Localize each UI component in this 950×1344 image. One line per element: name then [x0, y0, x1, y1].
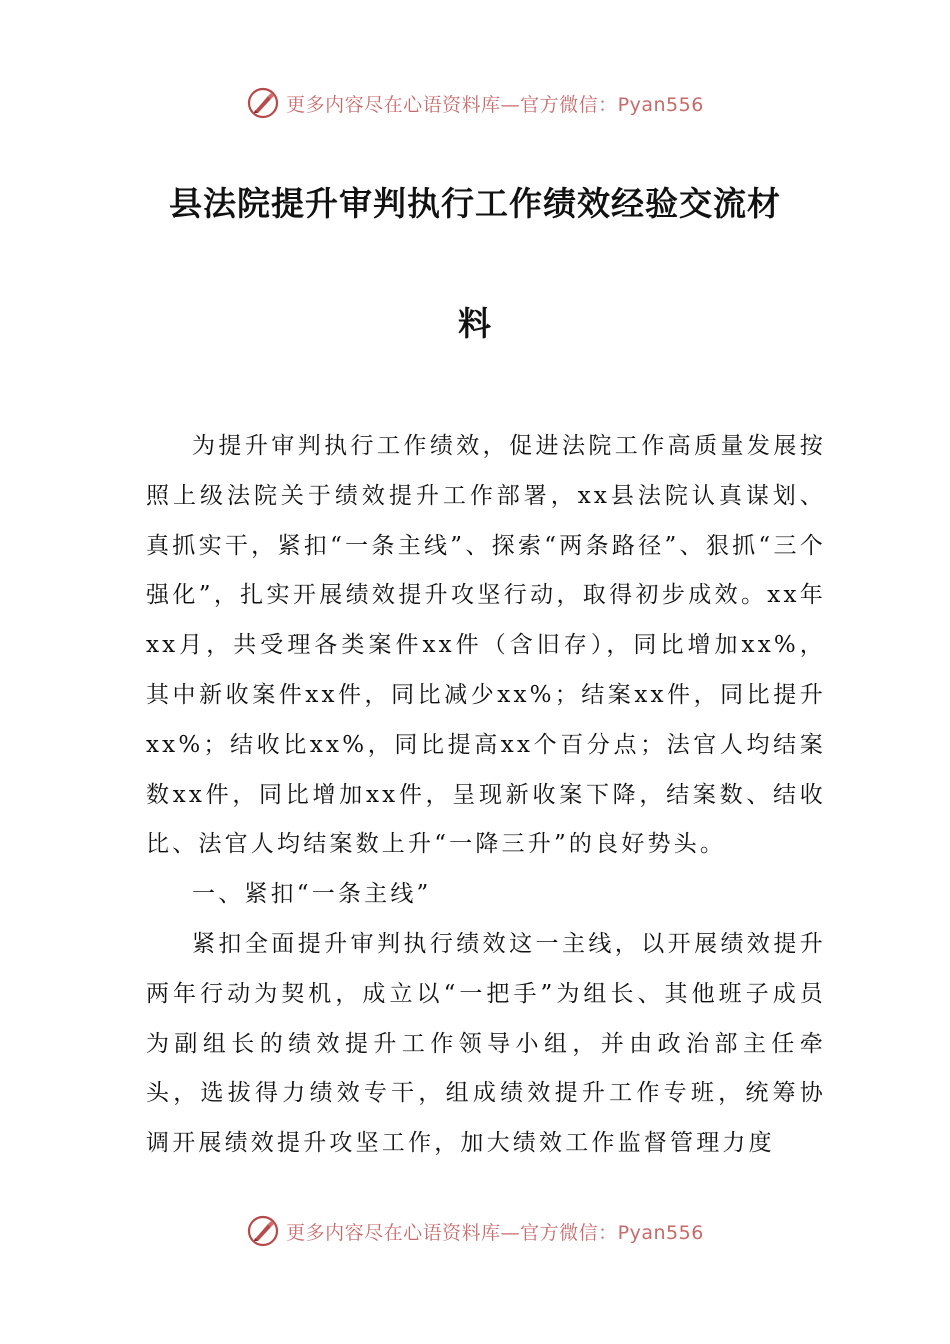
pen-logo-icon: [246, 1214, 280, 1248]
watermark-label: 更多内容尽在心语资料库—官方微信：: [286, 1221, 618, 1244]
body-paragraph-section-1: 紧扣全面提升审判执行绩效这一主线，以开展绩效提升两年行动为契机，成立以“一把手”为组长、其他班子成员为副组长的绩效提升工作领导小组，并由政治部主任牵头，选拔得力绩效专干，组成绩效提升工作专班，统筹协调开展绩效提升攻坚工作，加大绩效工作监督管理力度: [146, 930, 826, 1157]
watermark-banner-bottom: [0, 1211, 950, 1251]
section-heading-1: 一、紧扣“一条主线”: [192, 881, 432, 908]
watermark-text: [286, 90, 704, 117]
body-paragraph-intro: 为提升审判执行工作绩效，促进法院工作高质量发展按照上级法院关于绩效提升工作部署，xx县法院认真谋划、真抓实干，紧扣“一条主线”、探索“两条路径”、狠抓“三个强化”，扎实开展绩效提升攻坚行动，取得初步成效。xx年xx月，共受理各类案件xx件（含旧存），同比增加xx%，其中新收案件xx件，同比减少xx%；结案xx件，同比提升xx%；结收比xx%，同比提高xx个百分点；法官人均结案数xx件，同比增加xx件，呈现新收案下降，结案数、结收比、法官人均结案数上升“一降三升”的良好势头。: [146, 433, 826, 858]
watermark-label: 更多内容尽在心语资料库—官方微信：: [286, 93, 618, 116]
document-body: [146, 422, 826, 1169]
watermark-wechat-id: Pyan556: [617, 1221, 704, 1244]
pen-logo-icon: [246, 86, 280, 120]
watermark-banner-top: [0, 83, 950, 123]
document-title-line-2: 料: [458, 304, 492, 343]
document-title-line-1: 县法院提升审判执行工作绩效经验交流材: [169, 184, 781, 223]
watermark-wechat-id: Pyan556: [617, 93, 704, 116]
watermark-text: [286, 1218, 704, 1245]
